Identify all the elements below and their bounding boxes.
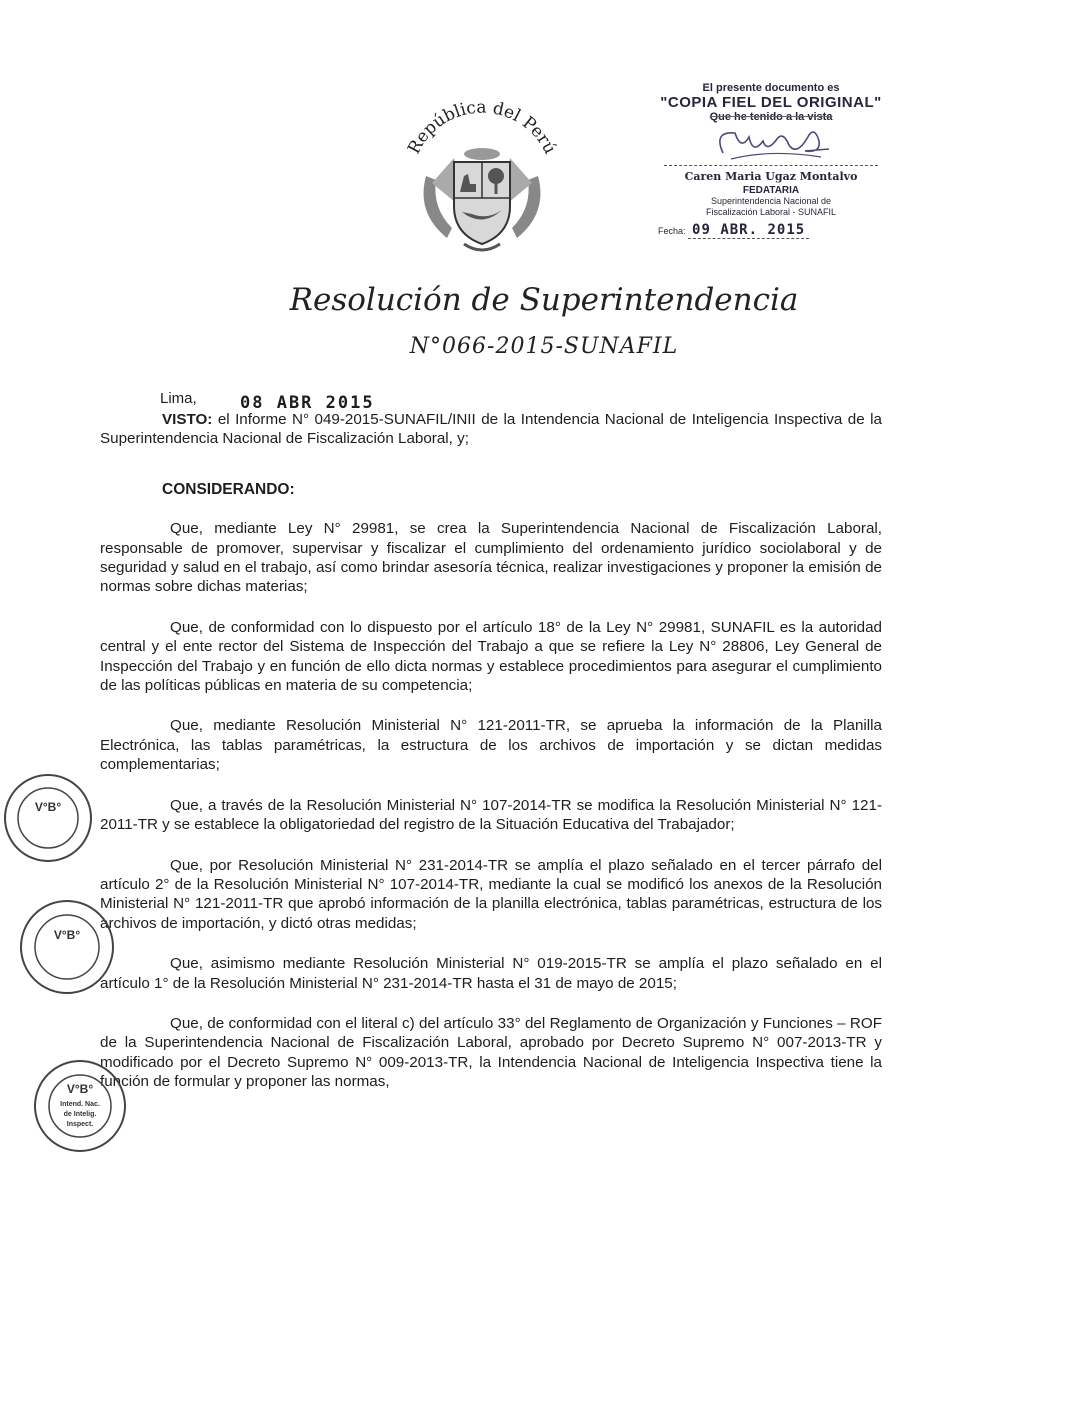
paragraph: Que, a través de la Resolución Ministerial N° 107-2014-TR se modifica la Resolución Ministerial N° 121-2011-TR y se establece la obligatoriedad del registro de la Situación Educativa del Trabajador; [100, 796, 882, 834]
document-body [100, 410, 882, 1113]
paragraph: Que, mediante Ley N° 29981, se crea la Superintendencia Nacional de Fiscalización Laboral, responsable de promover, supervisar y fiscalizar el cumplimiento del ordenamiento jurídico sociolaboral y de seguridad y salud en el trabajo, así como brindar asesoría técnica, realizar investigaciones y proponer la emisión de normas sobre dichas materias; [100, 520, 882, 596]
visto-text: el Informe N° 049-2015-SUNAFIL/INII de la Intendencia Nacional de Inteligencia Inspectiva de la Superintendencia Nacional de Fiscalización Laboral, y; [100, 411, 882, 448]
seal-label: V°B° [66, 1082, 94, 1096]
cert-date-row [658, 222, 902, 238]
cert-line-3: Que he tenido a la vista [709, 111, 833, 123]
cert-line-1: El presente documento es [702, 82, 840, 94]
approval-seal [18, 898, 116, 996]
seal-sublabel: Intend. Nac. de Intelig. Inspect. [60, 1101, 100, 1128]
paragraph: Que, mediante Resolución Ministerial N° 121-2011-TR, se aprueba la información de la Planilla Electrónica, las tablas paramétricas, la estructura de los archivos de importación y se dictan medidas complementarias; [100, 717, 882, 774]
seal-label: V°B° [34, 800, 62, 814]
coat-of-arms [392, 88, 572, 263]
paragraph: Que, asimismo mediante Resolución Ministerial N° 019-2015-TR se amplía el plazo señalado en el artículo 1° de la Resolución Ministerial N° 231-2014-TR hasta el 31 de mayo de 2015; [100, 955, 882, 992]
seal-label: V°B° [53, 928, 81, 942]
signature-line [664, 165, 878, 166]
notary-name: Caren Maria Ugaz Montalvo [684, 170, 858, 183]
document-title: Resolución de Superintendencia [289, 282, 799, 318]
notary-entity-line-1: Superintendencia Nacional de [710, 196, 832, 206]
visto-label: VISTO: [162, 411, 213, 428]
cert-date-value: 09 ABR. 2015 [688, 222, 809, 239]
seal-ring-icon [2, 772, 94, 864]
peru-coat-of-arms-icon [392, 88, 572, 263]
seal-ring-icon [18, 898, 116, 996]
notary-entity-line-2: Fiscalización Laboral - SUNAFIL [705, 207, 837, 217]
paragraph: Que, de conformidad con lo dispuesto por el artículo 18° de la Ley N° 29981, SUNAFIL es la autoridad central y el ente rector del Sistema de Inspección del Trabajo a que se refiere la Ley N° 28806, Ley General de Inspección del Trabajo y en función de ello dicta normas y establece procedimientos para asegurar el cumplimiento de las políticas públicas en materia de su competencia; [100, 618, 882, 695]
approval-seal [32, 1058, 128, 1154]
signature-icon [701, 123, 841, 165]
considerando-heading: CONSIDERANDO: [162, 480, 295, 498]
certification-stamp [640, 82, 902, 272]
notary-role: FEDATARIA [742, 185, 800, 196]
resolution-number: N°066-2015-SUNAFIL [409, 334, 679, 359]
paragraph: Que, por Resolución Ministerial N° 231-2014-TR se amplía el plazo señalado en el tercer párrafo del artículo 2° de la Resolución Ministerial N° 107-2014-TR, mediante la cual se modificó los anexos de la Resolución Ministerial N° 121-2011-TR que aprobó información de la planilla electrónica, tablas paramétricas, estructura de los archivos de importación, y dictó otras medidas; [100, 856, 882, 932]
svg-text:República del Perú: República del Perú [404, 97, 560, 158]
cert-date-label: Fecha: [658, 226, 686, 236]
paragraph: Que, de conformidad con el literal c) del artículo 33° del Reglamento de Organización y Funciones – ROF de la Superintendencia Nacional de Fiscalización Laboral, aprobado por Decreto Supremo N° 007-2013-TR y modificado por el Decreto Supremo N° 009-2013-TR, la Intendencia Nacional de Inteligencia Inspectiva tiene la función de formular y proponer las normas, [100, 1014, 882, 1091]
approval-seal [2, 772, 94, 864]
place: Lima, [160, 390, 197, 407]
cert-line-2: "COPIA FIEL DEL ORIGINAL" [660, 94, 882, 111]
document-date: 08 ABR 2015 [240, 393, 375, 413]
visto-paragraph [100, 410, 882, 449]
